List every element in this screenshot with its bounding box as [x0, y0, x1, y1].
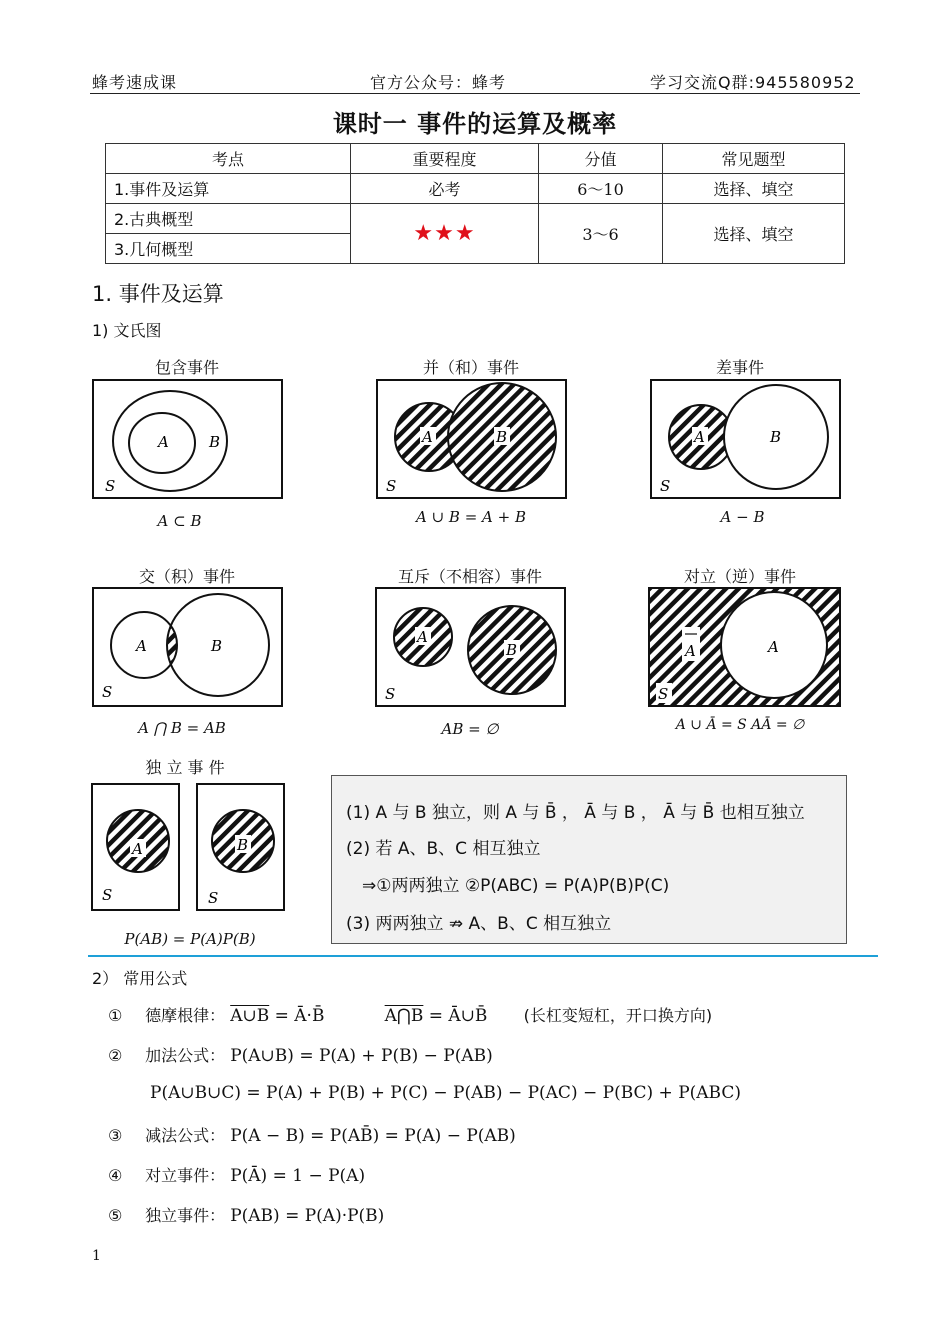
independence-line-3: ⇒①两两独立 ②P(ABC) = P(A)P(B)P(C) — [362, 876, 670, 896]
set-label-b: B — [506, 641, 518, 659]
formula-independent — [108, 1203, 384, 1226]
venn-caption-independent: P(AB) = P(A)P(B) — [124, 930, 256, 948]
importance-stars — [351, 204, 539, 264]
table-header-row — [106, 144, 845, 174]
table-row — [106, 174, 845, 204]
venn-intersection-diagram — [92, 587, 283, 707]
page-title: 课时一 事件的运算及概率 — [332, 110, 618, 138]
set-label-a: A — [158, 433, 169, 451]
venn-complement-diagram — [648, 587, 841, 707]
table-cell: 3～6 — [539, 204, 663, 264]
set-label-s: S — [102, 683, 113, 701]
venn-caption-union: A ∪ B = A + B — [415, 508, 527, 526]
venn-independent-b-diagram — [196, 783, 285, 911]
formula-expression: P(A∪B∪C) = P(A) + P(B) + P(C) − P(AB) − P(AC) − P(BC) + P(ABC) — [150, 1083, 741, 1103]
set-label-b: B — [211, 637, 223, 655]
section-heading: 1. 事件及运算 — [92, 282, 224, 306]
table-header: 重要程度 — [351, 144, 539, 174]
set-label-abar: A — [685, 642, 696, 660]
venn-caption-intersection: A ⋂ B = AB — [138, 719, 226, 737]
set-label-b: B — [770, 428, 782, 446]
venn-title-difference: 差事件 — [715, 358, 764, 377]
formula-number: ③ — [108, 1126, 123, 1145]
set-label-a: A — [768, 638, 779, 656]
formula-addition — [108, 1043, 493, 1066]
independence-note-box — [331, 775, 847, 944]
formula-number: ② — [108, 1046, 123, 1065]
set-label-s: S — [385, 685, 396, 703]
independence-line-4: (3) 两两独立 ⇏ A、B、C 相互独立 — [346, 914, 612, 934]
table-cell: 3.几何概型 — [106, 234, 351, 264]
table-cell: 选择、填空 — [663, 174, 845, 204]
formula-expression: P(A∪B) = P(A) + P(B) − P(AB) — [230, 1046, 493, 1066]
table-header: 考点 — [106, 144, 351, 174]
table-cell: 6～10 — [539, 174, 663, 204]
venn-caption-exclusive: AB = ∅ — [441, 720, 499, 738]
header-right: 学习交流Q群:945580952 — [650, 73, 856, 92]
header-center: 官方公众号：蜂考 — [370, 73, 507, 92]
venn-title-inclusion: 包含事件 — [154, 358, 219, 377]
formula-label: 减法公式： — [145, 1126, 226, 1145]
key-points-table — [105, 143, 845, 264]
formula-note: (长杠变短杠，开口换方向) — [523, 1006, 713, 1025]
set-label-s: S — [102, 886, 113, 904]
formula-expression: A⋂B — [384, 1006, 424, 1026]
table-row — [106, 204, 845, 234]
formula-addition-three — [150, 1083, 741, 1103]
header-divider — [90, 93, 860, 94]
venn-difference-diagram — [650, 379, 841, 499]
table-cell: 必考 — [351, 174, 539, 204]
set-label-s: S — [386, 477, 397, 495]
header-left: 蜂考速成课 — [92, 73, 178, 92]
set-label-a: A — [136, 637, 147, 655]
table-cell: 选择、填空 — [663, 204, 845, 264]
formula-number: ⑤ — [108, 1206, 123, 1225]
set-label-s: S — [658, 685, 669, 703]
table-header: 常见题型 — [663, 144, 845, 174]
venn-caption-inclusion: A ⊂ B — [157, 512, 202, 530]
venn-inclusion-diagram — [92, 379, 283, 499]
venn-independent-a-diagram — [91, 783, 180, 911]
formula-label: 加法公式： — [145, 1046, 226, 1065]
venn-title-exclusive: 互斥（不相容）事件 — [397, 567, 542, 586]
section-divider — [88, 955, 878, 957]
venn-title-union: 并（和）事件 — [422, 358, 519, 377]
formula-subtraction — [108, 1123, 516, 1146]
page-number: 1 — [92, 1248, 101, 1264]
formula-complement — [108, 1163, 365, 1186]
subsection-heading: 1) 文氏图 — [92, 321, 162, 340]
set-label-b: B — [209, 433, 221, 451]
formula-number: ① — [108, 1006, 123, 1025]
venn-caption-complement: A ∪ Ā = S AĀ = ∅ — [675, 717, 805, 733]
set-label-s: S — [208, 889, 219, 907]
independence-line-1: (1) A 与 B 独立，则 A 与 B̄ ， Ā 与 B ， Ā 与 B̄ 也相互独立 — [346, 803, 805, 823]
set-label-b: B — [496, 428, 508, 446]
venn-union-diagram — [376, 379, 567, 499]
venn-caption-difference: A − B — [720, 508, 765, 526]
set-label-s: S — [660, 477, 671, 495]
independence-line-2: (2) 若 A、B、C 相互独立 — [346, 839, 541, 859]
formula-label: 独立事件： — [145, 1206, 226, 1225]
formula-expression: P(Ā) = 1 − P(A) — [230, 1166, 366, 1186]
table-header: 分值 — [539, 144, 663, 174]
formula-label: 对立事件： — [145, 1166, 226, 1185]
table-cell: 1.事件及运算 — [106, 174, 351, 204]
set-label-a: A — [132, 840, 143, 858]
formula-expression: A∪B — [230, 1006, 270, 1026]
formula-label: 德摩根律： — [145, 1006, 226, 1025]
formula-expression: P(A − B) = P(AB̄) = P(A) − P(AB) — [230, 1126, 516, 1146]
set-label-a: A — [694, 428, 705, 446]
set-label-b: B — [237, 836, 249, 854]
star-rating: ★★★ — [413, 221, 476, 246]
formula-expression: = Ā∪B̄ — [423, 1006, 488, 1026]
set-label-a: A — [422, 428, 433, 446]
table-cell: 2.古典概型 — [106, 204, 351, 234]
set-label-a: A — [417, 628, 428, 646]
venn-exclusive-diagram — [375, 587, 566, 707]
formula-expression: = Ā·B̄ — [269, 1006, 325, 1026]
formula-de-morgan — [108, 1003, 712, 1026]
subsection-heading: 2） 常用公式 — [92, 969, 188, 988]
formula-expression: P(AB) = P(A)·P(B) — [230, 1206, 385, 1226]
venn-title-independent: 独 立 事 件 — [145, 758, 225, 777]
formula-number: ④ — [108, 1166, 123, 1185]
venn-title-complement: 对立（逆）事件 — [683, 567, 796, 586]
set-label-s: S — [105, 477, 116, 495]
venn-title-intersection: 交（积）事件 — [138, 567, 235, 586]
